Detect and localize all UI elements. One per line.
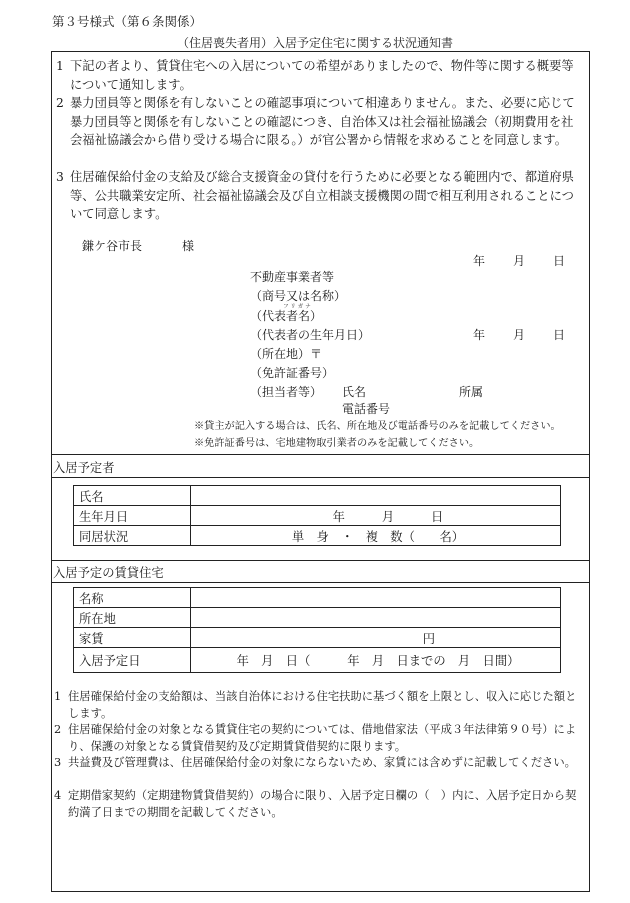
resident-table — [73, 485, 561, 546]
statement-1 — [56, 57, 581, 94]
birth-day-unit: 日 — [553, 328, 566, 342]
document-title: （住居喪失者用）入居予定住宅に関する状況通知書 — [176, 36, 453, 50]
statement-3 — [56, 168, 581, 224]
footnote-text: 住居確保給付金の対象となる賃貸住宅の契約については、借地借家法（平成３年法律第９０号）により、保護の対象となる賃貸借契約及び定期賃貸借契約に限ります。 — [68, 723, 577, 753]
agent-furigana: フリガナ — [283, 304, 313, 310]
statement-text: 住居確保給付金の支給及び総合支援資金の貸付を行うために必要となる範囲内で、都道府県等、公共職業安定所、社会福祉協議会及び自立相談支援機関の間で相互利用されることについて同意します。 — [70, 170, 574, 221]
birth-year-unit: 年 — [473, 328, 486, 342]
agent-note-license: ※免許証番号は、宅地建物取引業者のみを記載してください。 — [194, 438, 480, 449]
resident-name-field[interactable] — [191, 486, 561, 506]
footnote-3 — [54, 755, 584, 772]
housing-rent-label: 家賃 — [74, 628, 191, 648]
pic-phone-label: 電話番号 — [342, 402, 391, 416]
pic-affiliation-label: 所属 — [459, 385, 484, 399]
date-year-unit: 年 — [473, 254, 486, 268]
housing-address-field[interactable] — [191, 608, 561, 628]
housing-name-field[interactable] — [191, 588, 561, 608]
addressee-honorific: 様 — [182, 239, 195, 253]
date-day-unit: 日 — [553, 254, 566, 268]
housing-table — [73, 587, 561, 673]
footnote-number: 4 — [54, 789, 62, 802]
table-row — [74, 608, 561, 628]
agent-representative: （代表者名） — [250, 309, 323, 323]
housing-section-label: 入居予定の賃貸住宅 — [53, 566, 164, 580]
birth-month-unit: 月 — [513, 328, 526, 342]
section-divider — [51, 582, 590, 583]
resident-birthdate-field[interactable]: 年 月 日 — [191, 506, 561, 526]
statement-2 — [56, 94, 581, 150]
section-divider — [51, 477, 590, 478]
footnote-2 — [54, 722, 584, 755]
form-number: 第３号様式（第６条関係） — [52, 14, 203, 29]
section-divider — [51, 560, 590, 561]
statement-text: 下記の者より、賃貸住宅への入居についての希望がありましたので、物件等に関する概要等について通知します。 — [70, 59, 574, 92]
resident-household-field[interactable]: 単 身 ・ 複 数（ 名） — [191, 526, 561, 546]
housing-name-label: 名称 — [74, 588, 191, 608]
footnote-text: 定期借家契約（定期建物賃貸借契約）の場合に限り、入居予定日欄の（ ）内に、入居予定日から契約満了日までの期間を記載してください。 — [68, 789, 577, 819]
table-row — [74, 526, 561, 546]
housing-movein-label: 入居予定日 — [74, 648, 191, 673]
statement-number: 1 — [56, 59, 64, 73]
statement-number: 3 — [56, 170, 64, 184]
table-row — [74, 486, 561, 506]
footnote-1 — [54, 689, 584, 722]
housing-address-label: 所在地 — [74, 608, 191, 628]
table-row — [74, 506, 561, 526]
footnote-text: 共益費及び管理費は、住居確保給付金の対象にならないため、家賃には含めずに記載してください。 — [68, 756, 576, 769]
addressee-name: 鎌ケ谷市長 — [82, 239, 143, 253]
agent-note-lessor: ※貸主が記入する場合は、氏名、所在地及び電話番号のみを記載してください。 — [194, 421, 561, 432]
statement-number: 2 — [56, 96, 64, 110]
footnote-text: 住居確保給付金の支給額は、当該自治体における住宅扶助に基づく額を上限とし、収入に応じた額とします。 — [68, 690, 577, 720]
agent-address: （所在地）〒 — [250, 347, 323, 361]
statement-text: 暴力団員等と関係を有しないことの確認事項について相違ありません。また、必要に応じて暴力団員等と関係を有しないことの確認につき、自治体又は社会福祉協議会（初期費用を社会福祉協議会から借り受ける場合に限る。）が官公署から情報を求めることを同意します。 — [70, 96, 575, 147]
agent-heading: 不動産事業者等 — [250, 270, 335, 284]
housing-movein-field[interactable]: 年 月 日（ 年 月 日までの 月 日間） — [191, 648, 561, 673]
table-row — [74, 588, 561, 608]
date-month-unit: 月 — [513, 254, 526, 268]
footnote-4 — [54, 788, 584, 821]
resident-name-label: 氏名 — [74, 486, 191, 506]
section-divider — [51, 454, 590, 455]
resident-section-label: 入居予定者 — [53, 461, 115, 475]
agent-license-number: （免許証番号） — [250, 366, 335, 380]
table-row — [74, 648, 561, 673]
resident-birthdate-label: 生年月日 — [74, 506, 191, 526]
resident-household-label: 同居状況 — [74, 526, 191, 546]
footnote-number: 2 — [54, 723, 62, 736]
footnote-number: 3 — [54, 756, 62, 769]
footnote-number: 1 — [54, 690, 62, 703]
pic-name-label: 氏名 — [342, 385, 367, 399]
agent-person-in-charge: （担当者等） — [250, 385, 323, 399]
table-row — [74, 628, 561, 648]
agent-rep-birthdate: （代表者の生年月日） — [250, 328, 371, 342]
housing-rent-field[interactable]: 円 — [191, 628, 561, 648]
agent-trade-name: （商号又は名称） — [250, 289, 347, 303]
